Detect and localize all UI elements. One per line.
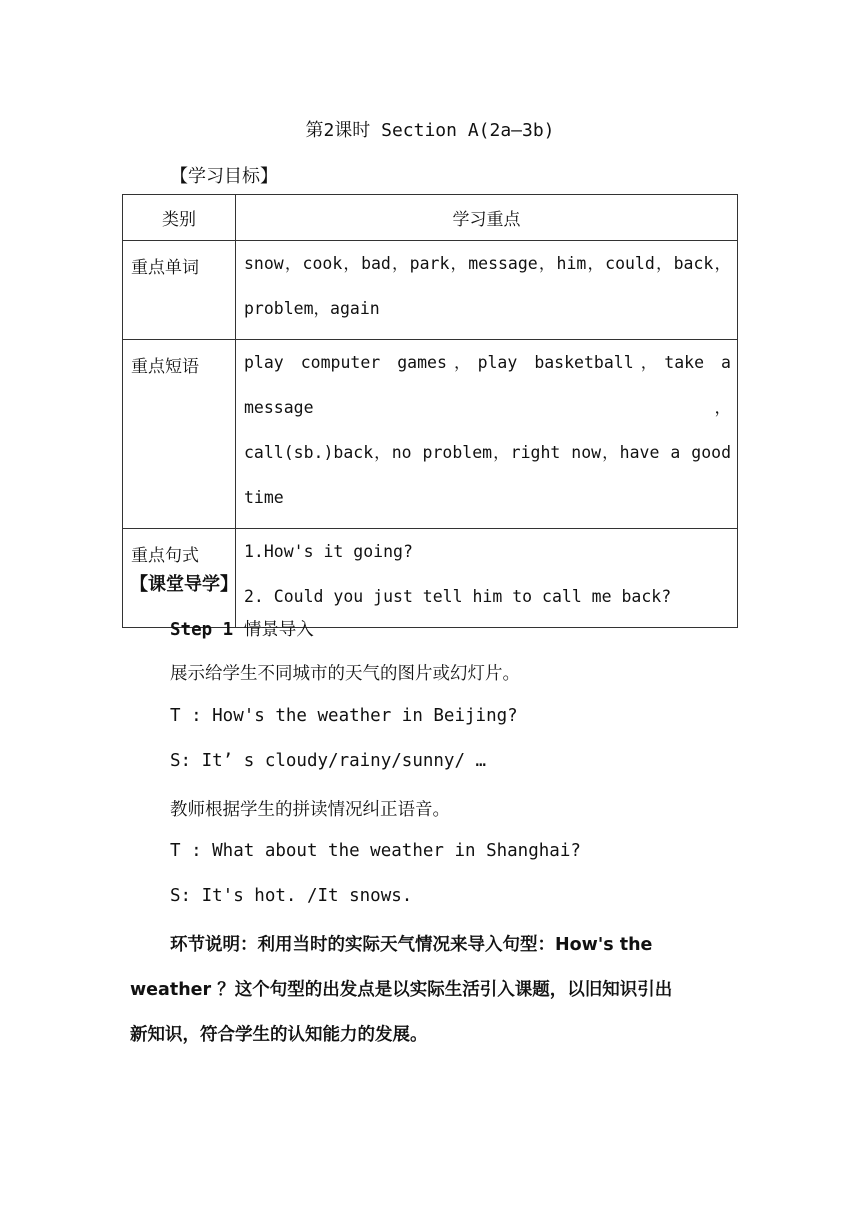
content-line: 2. Could you just tell him to call me back? [244, 587, 672, 606]
row-category: 重点短语 [123, 340, 236, 529]
guide-line: 教师根据学生的拼读情况纠正语音。 [170, 800, 450, 820]
content-line: snow，cook，bad，park，message，him，could，back， [244, 254, 731, 273]
objectives-heading: 【学习目标】 [170, 166, 278, 187]
header-category: 类别 [123, 195, 236, 241]
row-content [236, 241, 738, 340]
step-title: 情景导入 [243, 620, 314, 640]
row-content [236, 340, 738, 529]
guide-line: 展示给学生不同城市的天气的图片或幻灯片。 [170, 664, 520, 684]
content-line: call(sb.)back，no problem，right now，have a good [244, 443, 731, 462]
content-line: play computer games，play basketball，take a message， [244, 353, 731, 417]
step-label: Step 1 [170, 620, 234, 640]
note-line: weather ？这个句型的出发点是以实际生活引入课题，以旧知识引出 [130, 980, 673, 1000]
content-line: problem，again [244, 299, 380, 318]
guide-line: T : What about the weather in Shanghai? [170, 841, 581, 861]
row-category: 重点单词 [123, 241, 236, 340]
content-line: 1.How's it going? [244, 542, 413, 561]
page-title: 第2课时 Section A(2a—3b) [305, 120, 555, 141]
row-content [236, 529, 738, 628]
note-line: 新知识，符合学生的认知能力的发展。 [130, 1025, 428, 1045]
objectives-table [122, 194, 738, 628]
row-category: 重点句式 [123, 529, 236, 628]
table-header-row [123, 195, 738, 241]
guide-line: T : How's the weather in Beijing? [170, 706, 518, 726]
note-line: 环节说明：利用当时的实际天气情况来导入句型：How's the [170, 935, 653, 955]
guide-heading: 【课堂导学】 [130, 574, 238, 595]
header-focus: 学习重点 [236, 195, 738, 241]
guide-line: S: It’ s cloudy/rainy/sunny/ … [170, 751, 487, 771]
guide-line: S: It's hot. /It snows. [170, 886, 413, 906]
table-row [123, 340, 738, 529]
table-row [123, 241, 738, 340]
step-heading [170, 616, 314, 641]
content-line: time [244, 488, 284, 507]
